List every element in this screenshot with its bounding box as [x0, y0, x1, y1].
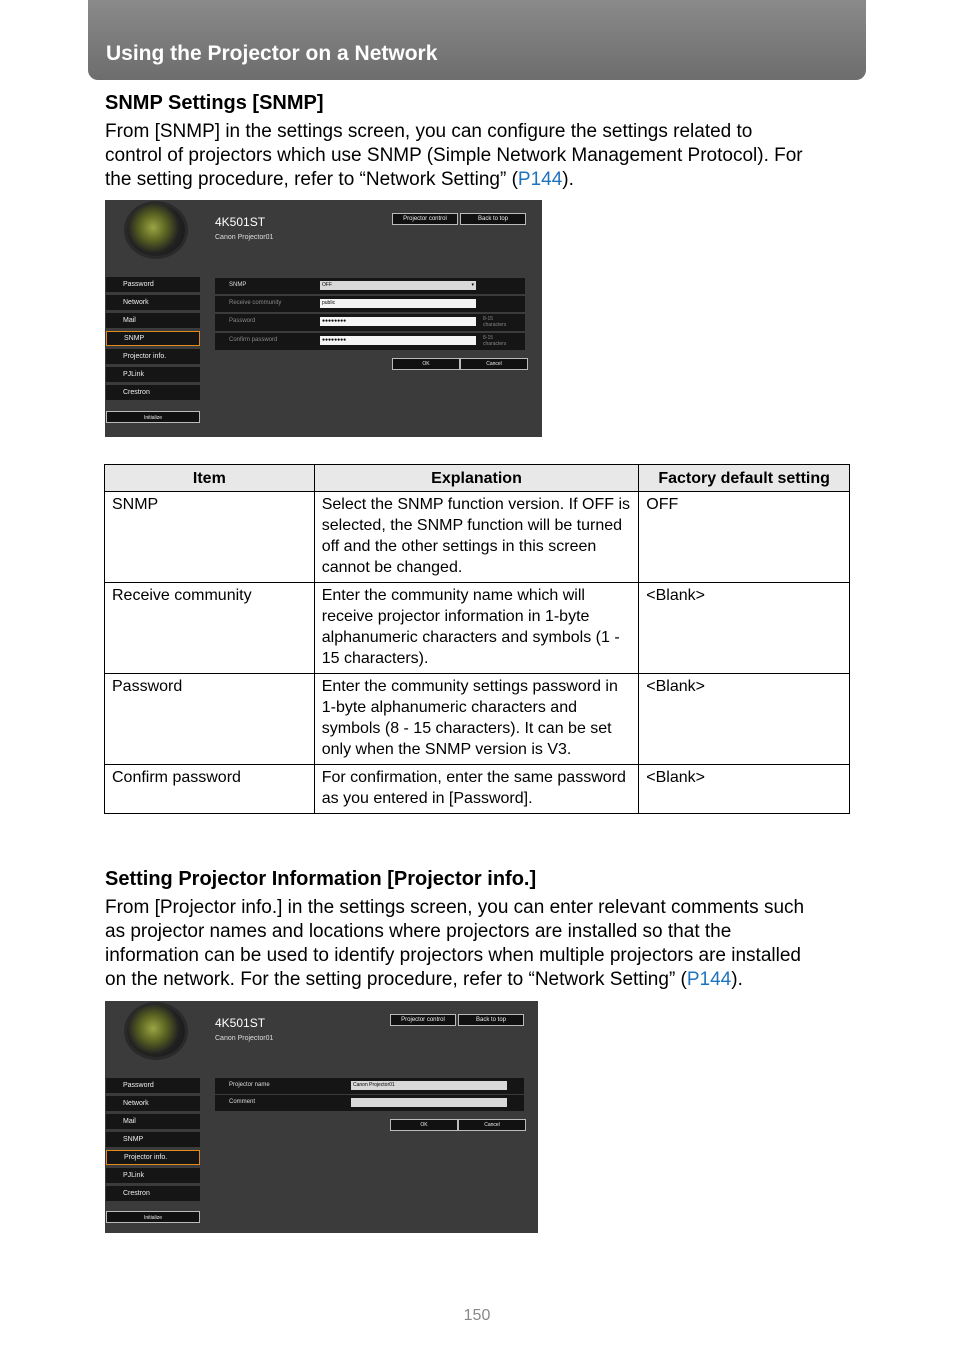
settings-menu [106, 1078, 200, 1204]
projector-lens-icon [127, 204, 185, 256]
menu-item-pjlink[interactable]: PJLink [106, 367, 200, 382]
table-row [105, 492, 850, 583]
table-row [105, 674, 850, 765]
column-header-item: Item [105, 465, 315, 492]
form-label: Projector name [229, 1082, 270, 1088]
back-to-top-button[interactable]: Back to top [460, 213, 526, 225]
confirm-password-input[interactable]: ●●●●●●●● [320, 336, 476, 345]
table-row [105, 765, 850, 814]
comment-input[interactable] [351, 1098, 507, 1107]
form-note: 8-15 characters [483, 335, 507, 347]
projector-info-screenshot [105, 1001, 538, 1233]
table-header-row [105, 465, 850, 492]
menu-item-projector-info[interactable]: Projector info. [106, 1150, 200, 1165]
form-label: Password [229, 318, 256, 324]
menu-item-crestron[interactable]: Crestron [106, 385, 200, 400]
form-label: SNMP [229, 282, 247, 288]
cell-default: <Blank> [639, 765, 850, 814]
cell-item: Password [105, 674, 315, 765]
info-para-line [105, 968, 850, 992]
cell-item: SNMP [105, 492, 315, 583]
info-para-line: as projector names and locations where projectors are installed so that the [105, 921, 732, 942]
snmp-settings-screenshot [105, 200, 542, 437]
cell-explanation: For confirmation, enter the same password as you entered in [Password]. [314, 765, 639, 814]
cell-item: Receive community [105, 583, 315, 674]
snmp-para-text: the setting procedure, refer to “Network Setting” ( [105, 169, 518, 190]
back-to-top-button[interactable]: Back to top [458, 1014, 524, 1026]
projector-lens-icon [127, 1005, 185, 1057]
snmp-paragraph [105, 120, 850, 192]
form-row-comment [215, 1095, 524, 1111]
info-para-text: ). [731, 969, 743, 990]
page-link[interactable]: P144 [517, 169, 563, 190]
column-header-default: Factory default setting [639, 465, 850, 492]
model-name: 4K501ST [215, 1016, 266, 1030]
cancel-button[interactable]: Cancel [460, 358, 528, 370]
settings-menu [106, 277, 200, 403]
projector-control-button[interactable]: Projector control [392, 213, 458, 225]
cell-default: <Blank> [639, 674, 850, 765]
menu-item-crestron[interactable]: Crestron [106, 1186, 200, 1201]
ok-button[interactable]: OK [392, 358, 460, 370]
form-row-confirm-password [215, 333, 525, 350]
menu-item-network[interactable]: Network [106, 1096, 200, 1111]
menu-item-pjlink[interactable]: PJLink [106, 1168, 200, 1183]
form-label: Comment [229, 1099, 256, 1105]
cell-explanation: Enter the community name which will receive projector information in 1-byte alphanumeric characters and symbols (1 - 15 characters). [314, 583, 639, 674]
info-para-line: information can be used to identify projectors when multiple projectors are installed [105, 945, 801, 966]
cell-item: Confirm password [105, 765, 315, 814]
info-para-line: From [Projector info.] in the settings screen, you can enter relevant comments such [105, 897, 805, 918]
snmp-select[interactable] [320, 281, 476, 290]
snmp-para-text: ). [562, 169, 574, 190]
menu-item-password[interactable]: Password [106, 277, 200, 292]
form-label: Confirm password [229, 337, 278, 343]
initialize-button[interactable]: Initialize [106, 411, 200, 423]
snmp-para-line: control of projectors which use SNMP (Simple Network Management Protocol). For [105, 145, 803, 166]
snmp-heading: SNMP Settings [SNMP] [105, 92, 324, 114]
projector-info-heading: Setting Projector Information [Projector info.] [105, 868, 537, 890]
form-note: 8-15 characters [483, 316, 507, 328]
projector-info-paragraph [105, 896, 850, 992]
cell-default: OFF [639, 492, 850, 583]
receive-community-input[interactable]: public [320, 299, 476, 308]
menu-item-mail[interactable]: Mail [106, 1114, 200, 1129]
menu-item-password[interactable]: Password [106, 1078, 200, 1093]
ok-button[interactable]: OK [390, 1119, 458, 1131]
menu-item-projector-info[interactable]: Projector info. [106, 349, 200, 364]
form-row-snmp [215, 278, 525, 294]
cell-explanation: Enter the community settings password in 1-byte alphanumeric characters and symbols (8 - 15 characters). It can be set only when the SNMP version is V3. [314, 674, 639, 765]
info-para-text: on the network. For the setting procedure, refer to “Network Setting” ( [105, 969, 687, 990]
initialize-button[interactable]: Initialize [106, 1211, 200, 1223]
cell-default: <Blank> [639, 583, 850, 674]
projector-name-input[interactable]: Canon Projector01 [351, 1081, 507, 1090]
password-input[interactable]: ●●●●●●●● [320, 317, 476, 326]
form-label: Receive community [229, 300, 282, 306]
menu-item-snmp[interactable]: SNMP [106, 331, 200, 346]
chapter-title: Using the Projector on a Network [106, 42, 438, 65]
page-link[interactable]: P144 [686, 969, 732, 990]
snmp-settings-table [104, 464, 850, 814]
menu-item-snmp[interactable]: SNMP [106, 1132, 200, 1147]
table-row [105, 583, 850, 674]
projector-control-button[interactable]: Projector control [390, 1014, 456, 1026]
menu-item-mail[interactable]: Mail [106, 313, 200, 328]
cell-explanation: Select the SNMP function version. If OFF is selected, the SNMP function will be turned off and the other settings in this screen cannot be changed. [314, 492, 639, 583]
form-row-receive-community [215, 296, 525, 312]
snmp-para-line: From [SNMP] in the settings screen, you can configure the settings related to [105, 121, 753, 142]
projector-name: Canon Projector01 [215, 234, 274, 241]
cancel-button[interactable]: Cancel [458, 1119, 526, 1131]
snmp-para-line [105, 168, 850, 192]
projector-name: Canon Projector01 [215, 1035, 274, 1042]
model-name: 4K501ST [215, 215, 266, 229]
snmp-select-value: OFF [322, 282, 332, 288]
menu-item-network[interactable]: Network [106, 295, 200, 310]
chapter-header [88, 0, 866, 80]
column-header-explanation: Explanation [314, 465, 639, 492]
form-row-projector-name [215, 1078, 524, 1094]
chevron-down-icon: ▾ [471, 282, 474, 288]
page-number: 150 [463, 1307, 491, 1324]
form-row-password [215, 314, 525, 331]
